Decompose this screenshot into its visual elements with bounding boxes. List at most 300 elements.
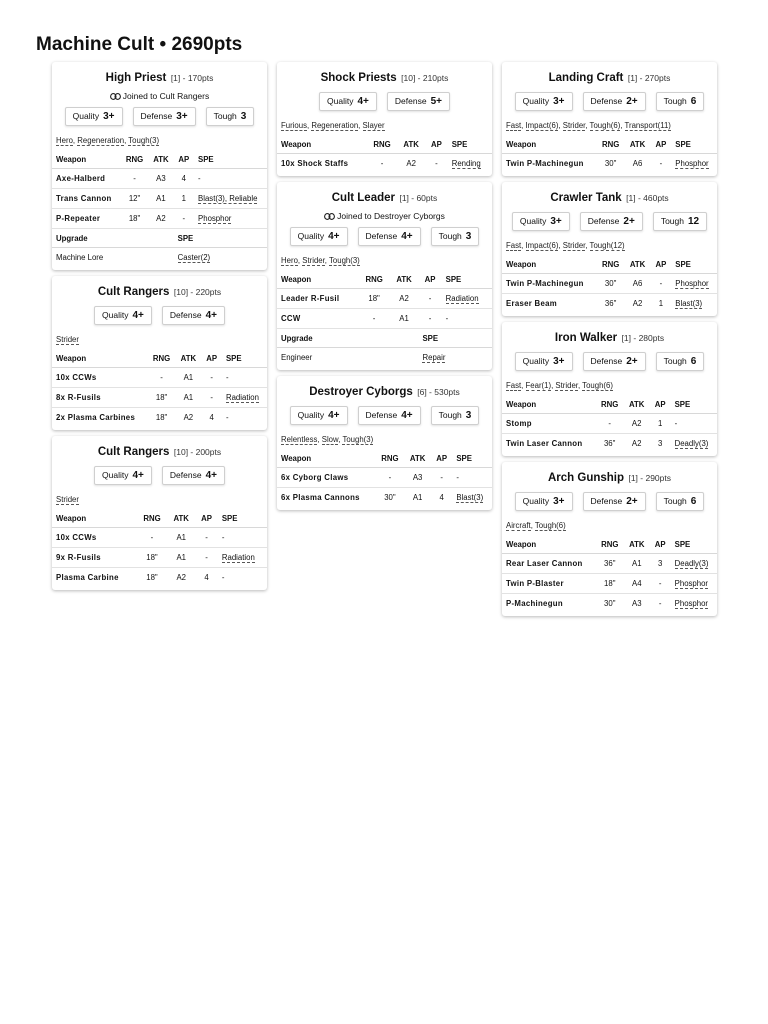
weapon-table: [502, 395, 717, 453]
weapon-row: [52, 169, 267, 189]
weapon-ap: -: [174, 209, 194, 229]
weapon-row: [52, 388, 267, 408]
weapon-name: Stomp: [502, 414, 596, 434]
stat-defense: [583, 92, 646, 111]
stat-value: 2+: [626, 496, 638, 507]
upgrade-name: Engineer: [281, 353, 313, 362]
weapon-rng: -: [359, 309, 390, 329]
rule-item[interactable]: Tough(6): [534, 521, 566, 530]
col-spe: SPE: [671, 395, 717, 414]
weapon-name: CCW: [277, 309, 359, 329]
weapon-atk: A1: [148, 189, 173, 209]
weapon-spe-cell: [442, 309, 492, 329]
stat-quality: [65, 107, 123, 126]
weapon-row: [502, 554, 717, 574]
unit-name: High Priest: [105, 72, 167, 84]
weapon-atk: A1: [176, 368, 202, 388]
rule-item[interactable]: Fast: [506, 241, 522, 250]
col-ap: AP: [418, 270, 441, 289]
unit-cost: [1] - 290pts: [628, 473, 671, 483]
rule-item[interactable]: Hero: [281, 256, 298, 265]
unit-cost: [10] - 210pts: [401, 73, 449, 83]
weapon-atk: A6: [632, 159, 643, 168]
stat-value: 5+: [430, 96, 442, 107]
weapon-row: [277, 488, 492, 508]
stat-value: 2+: [623, 216, 635, 227]
weapon-atk: A2: [176, 573, 186, 582]
rule-item[interactable]: Regeneration: [311, 121, 359, 130]
weapon-spe-cell: [218, 528, 267, 548]
weapon-header-row: [502, 395, 717, 414]
unit-header: [502, 322, 717, 346]
col-ap: AP: [431, 449, 452, 468]
weapon-name: Trans Cannon: [52, 189, 121, 209]
weapon-spe-cell: [671, 294, 717, 314]
weapon-rng: 18": [148, 388, 176, 408]
weapon-spe[interactable]: Phosphor: [674, 579, 709, 588]
col-spe: SPE: [452, 449, 492, 468]
weapon-row: [502, 294, 717, 314]
rule-item[interactable]: Furious: [281, 121, 307, 130]
weapon-ap: 1: [650, 414, 671, 434]
stat-value: 3+: [550, 216, 562, 227]
unit-card: [502, 182, 717, 316]
stat-label: Tough: [438, 231, 462, 241]
weapon-ap: 1: [174, 189, 194, 209]
weapon-atk: A3: [148, 169, 173, 189]
unit-cost: [1] - 280pts: [621, 333, 665, 343]
stat-label: Quality: [519, 216, 547, 226]
col-rng: RNG: [121, 150, 148, 169]
weapon-spe[interactable]: Blast(3): [675, 299, 703, 308]
stat-value: 4+: [132, 470, 144, 481]
stat-value: 6: [690, 496, 697, 507]
rule-item[interactable]: Hero: [56, 136, 73, 145]
weapon-spe: -: [225, 413, 229, 422]
weapon-name: P-Repeater: [52, 209, 121, 229]
col-atk: ATK: [390, 270, 419, 289]
unit-name: Destroyer Cyborgs: [309, 386, 413, 398]
stat-quality: [515, 492, 573, 511]
weapon-row: [502, 594, 717, 614]
weapon-rng: -: [137, 528, 167, 548]
link-icon: [110, 92, 121, 99]
stat-quality: [515, 92, 573, 111]
stat-tough: [653, 212, 707, 231]
joined-text: Joined to Cult Rangers: [122, 91, 210, 101]
stat-label: Tough: [213, 111, 237, 121]
unit-header: [52, 276, 267, 300]
upgrade-name: Machine Lore: [56, 253, 104, 262]
weapon-atk: A2: [631, 439, 642, 448]
rule-item[interactable]: Impact(6): [525, 241, 559, 250]
col-rng: RNG: [367, 135, 397, 154]
weapon-atk: A2: [390, 289, 419, 309]
rule-item[interactable]: Tough(3): [128, 136, 160, 145]
stat-value: 4+: [328, 231, 340, 242]
unit-stats: [58, 107, 261, 126]
stat-label: Quality: [72, 111, 100, 121]
col-rng: RNG: [597, 255, 625, 274]
rule-item[interactable]: Strider: [56, 495, 79, 504]
weapon-row: [52, 548, 267, 568]
stat-quality: [94, 306, 152, 325]
weapon-spe[interactable]: Deadly(3): [674, 439, 709, 448]
weapon-rng: 30": [604, 159, 617, 168]
weapon-name: Rear Laser Cannon: [502, 554, 596, 574]
stat-value: 3+: [176, 111, 188, 122]
weapon-spe[interactable]: Radiation: [225, 393, 259, 402]
weapon-spe[interactable]: Phosphor: [675, 159, 709, 168]
weapon-atk: A1: [624, 554, 650, 574]
col-weapon: Weapon: [277, 270, 359, 289]
weapon-atk: A1: [176, 388, 202, 408]
weapon-rng: -: [376, 468, 405, 488]
weapon-rng: 30": [597, 274, 625, 294]
col-weapon: Weapon: [277, 449, 376, 468]
unit-stats: [508, 212, 711, 231]
upgrade-spe[interactable]: Repair: [422, 353, 446, 362]
stat-tough: [656, 492, 705, 511]
col-upgrade: Upgrade: [52, 229, 174, 248]
stat-label: Quality: [297, 410, 325, 420]
joined-note: [277, 211, 492, 221]
rule-item[interactable]: Strider: [302, 256, 325, 265]
weapon-spe-cell: [194, 209, 267, 229]
rule-item[interactable]: Tough(12): [589, 241, 625, 250]
stat-label: Tough: [663, 496, 687, 506]
weapon-spe: -: [445, 314, 449, 323]
stat-label: Quality: [297, 231, 325, 241]
weapon-table: [502, 535, 717, 613]
stat-label: Tough: [438, 410, 462, 420]
unit-header: [52, 62, 267, 86]
unit-name: Iron Walker: [554, 332, 618, 344]
rule-item[interactable]: Regeneration: [77, 136, 125, 145]
weapon-name: Twin P-Machinegun: [502, 274, 597, 294]
weapon-rng: -: [121, 169, 148, 189]
stat-value: 6: [690, 96, 697, 107]
weapon-header-row: [277, 449, 492, 468]
weapon-name: Twin P-Blaster: [502, 574, 596, 594]
weapon-rng: -: [596, 414, 624, 434]
weapon-spe-cell: [671, 594, 717, 614]
rule-item[interactable]: Fast: [506, 381, 522, 390]
weapon-spe-cell: [222, 388, 267, 408]
unit-card: [277, 62, 492, 176]
weapon-table: [277, 449, 492, 507]
page-title: Machine Cult • 2690pts: [36, 34, 243, 55]
rule-item[interactable]: Slow: [321, 435, 339, 444]
weapon-spe: -: [456, 473, 459, 482]
weapon-name: 8x R-Fusils: [52, 388, 148, 408]
weapon-atk: A2: [183, 413, 194, 422]
weapon-spe[interactable]: Phosphor: [674, 599, 709, 608]
unit-name: Crawler Tank: [550, 192, 622, 204]
col-atk: ATK: [167, 509, 195, 528]
col-spe: SPE: [194, 150, 267, 169]
weapon-spe-cell: [671, 554, 717, 574]
unit-header: [52, 436, 267, 460]
unit-stats: [508, 92, 711, 111]
weapon-atk: A1: [390, 309, 419, 329]
stat-tough: [431, 227, 480, 246]
unit-stats: [508, 352, 711, 371]
stat-defense: [583, 492, 646, 511]
rule-item[interactable]: Tough(6): [582, 381, 613, 390]
weapon-ap: -: [435, 159, 438, 168]
stat-defense: [583, 352, 646, 371]
unit-cost: [10] - 200pts: [173, 447, 222, 457]
unit-header: [502, 62, 717, 86]
rule-item[interactable]: Slayer: [362, 121, 385, 130]
rule-item[interactable]: Relentless: [281, 435, 318, 444]
unit-name: Arch Gunship: [547, 472, 625, 484]
weapon-row: [502, 154, 717, 174]
special-rules: [52, 495, 267, 504]
unit-stats: [58, 466, 261, 485]
unit-header: [277, 376, 492, 400]
weapon-atk: A2: [624, 414, 650, 434]
weapon-row: [277, 309, 492, 329]
weapon-rng: 18": [137, 548, 167, 568]
rule-item[interactable]: Transport(11): [624, 121, 671, 130]
stat-value: 3+: [553, 356, 565, 367]
weapon-name: 10x CCWs: [52, 528, 137, 548]
stat-value: 12: [688, 216, 700, 227]
weapon-atk: A2: [406, 159, 416, 168]
weapon-spe[interactable]: Radiation: [221, 553, 255, 562]
col-spe: SPE: [671, 135, 717, 154]
weapon-row: [52, 568, 267, 588]
col-atk: ATK: [625, 135, 651, 154]
rule-item[interactable]: Fear(1): [525, 381, 552, 390]
stat-value: 2+: [626, 356, 638, 367]
weapon-spe[interactable]: Deadly(3): [674, 559, 709, 568]
weapon-ap: -: [650, 574, 671, 594]
stat-defense: [133, 107, 196, 126]
unit-stats: [283, 406, 486, 425]
column-1: [52, 62, 267, 596]
weapon-name: Eraser Beam: [506, 299, 557, 308]
weapon-ap: 1: [658, 299, 664, 308]
stat-label: Tough: [660, 216, 684, 226]
col-weapon: Weapon: [277, 135, 367, 154]
weapon-row: [277, 468, 492, 488]
weapon-spe-cell: [671, 274, 717, 294]
stat-value: 3+: [553, 96, 565, 107]
col-ap: AP: [201, 349, 222, 368]
col-weapon: Weapon: [502, 135, 597, 154]
weapon-row: [52, 408, 267, 428]
weapon-row: [502, 414, 717, 434]
weapon-table: [502, 135, 717, 173]
weapon-table: [277, 270, 492, 367]
weapon-spe[interactable]: Radiation: [445, 294, 479, 303]
weapon-row: [52, 209, 267, 229]
rule-item[interactable]: Strider: [555, 381, 578, 390]
weapon-spe[interactable]: Phosphor: [675, 279, 709, 288]
weapon-atk: A1: [167, 528, 195, 548]
col-rng: RNG: [376, 449, 405, 468]
weapon-ap: 4: [174, 169, 194, 189]
unit-header: [277, 62, 492, 86]
upgrade-spe[interactable]: Caster(2): [177, 253, 211, 262]
stat-tough: [656, 352, 705, 371]
weapon-rng: -: [148, 368, 176, 388]
rule-item[interactable]: Aircraft: [506, 521, 531, 530]
weapon-name: 2x Plasma Carbines: [56, 413, 136, 422]
rule-item[interactable]: Impact(6): [525, 121, 559, 130]
weapon-ap: -: [201, 368, 222, 388]
link-icon: [324, 212, 335, 219]
stat-defense: [358, 227, 421, 246]
weapon-rng: -: [380, 159, 384, 168]
unit-cost: [1] - 270pts: [627, 73, 671, 83]
special-rules: Fast, Impact(6), Strider, Tough(6), Transport(11): [506, 121, 671, 130]
stat-quality: [512, 212, 570, 231]
col-spe: SPE: [442, 270, 492, 289]
weapon-spe-cell: [671, 414, 717, 434]
weapon-spe[interactable]: Blast(3): [456, 493, 484, 502]
weapon-row: [502, 574, 717, 594]
joined-note: [52, 91, 267, 101]
unit-name: Landing Craft: [548, 72, 624, 84]
weapon-spe-cell: [452, 468, 492, 488]
weapon-name: 6x Cyborg Claws: [277, 468, 376, 488]
stat-label: Tough: [663, 356, 687, 366]
col-atk: ATK: [625, 255, 651, 274]
unit-name: Shock Priests: [320, 72, 397, 84]
col-atk: ATK: [397, 135, 425, 154]
stat-label: Defense: [590, 496, 623, 506]
unit-stats: [508, 492, 711, 511]
weapon-name: Twin Laser Cannon: [506, 439, 583, 448]
special-rules: Hero, Regeneration, Tough(3): [56, 136, 160, 145]
stat-label: Quality: [102, 310, 129, 320]
unit-card: [277, 376, 492, 510]
unit-header: [502, 182, 717, 206]
stat-value: 4+: [401, 410, 413, 421]
weapon-name: P-Machinegun: [506, 599, 563, 608]
unit-cost: [1] - 170pts: [170, 73, 214, 83]
stat-value: 3: [240, 111, 247, 122]
weapon-spe-cell: [222, 408, 267, 428]
stat-value: 3+: [103, 111, 115, 122]
weapon-spe-cell: [218, 548, 267, 568]
rule-item[interactable]: Strider: [562, 121, 586, 130]
weapon-rng: 30": [384, 493, 396, 502]
weapon-atk: A1: [412, 493, 423, 502]
weapon-header-row: [502, 535, 717, 554]
weapon-rng: 36": [596, 554, 624, 574]
weapon-spe-cell: [448, 154, 492, 174]
weapon-rng: 12": [121, 189, 148, 209]
weapon-spe-cell: [671, 154, 717, 174]
unit-cost: [1] - 460pts: [626, 193, 669, 203]
weapon-name: Leader R-Fusil: [277, 289, 359, 309]
stat-label: Defense: [140, 111, 173, 121]
rule-item[interactable]: Fast: [506, 121, 522, 130]
weapon-rng: 18": [121, 209, 148, 229]
weapon-spe: -: [674, 419, 678, 428]
col-rng: RNG: [359, 270, 390, 289]
weapon-row: [502, 274, 717, 294]
col-atk: ATK: [148, 150, 173, 169]
stat-quality: [319, 92, 377, 111]
weapon-spe[interactable]: Blast(3), Reliable: [198, 194, 258, 203]
unit-card: [277, 182, 492, 370]
unit-stats: [283, 227, 486, 246]
unit-card: [52, 276, 267, 430]
stat-defense: [162, 466, 225, 485]
weapon-rng: 18": [596, 574, 624, 594]
weapon-header-row: [52, 150, 267, 169]
weapon-row: [502, 434, 717, 454]
special-rules: Relentless, Slow, Tough(3): [281, 435, 374, 444]
weapon-name: Twin P-Machinegun: [506, 159, 584, 168]
weapon-ap: -: [650, 274, 671, 294]
rule-item[interactable]: Strider: [56, 335, 79, 344]
rule-item[interactable]: Strider: [562, 241, 586, 250]
unit-name: Cult Leader: [331, 192, 395, 204]
stat-defense: [580, 212, 643, 231]
stat-tough: [206, 107, 255, 126]
unit-card: [502, 322, 717, 456]
weapon-name: 6x Plasma Cannons: [281, 493, 360, 502]
weapon-ap: -: [418, 309, 441, 329]
unit-cost: [1] - 60pts: [399, 193, 438, 203]
weapon-spe: -: [221, 573, 225, 582]
special-rules: [52, 335, 267, 344]
weapon-table: [277, 135, 492, 173]
weapon-table: [52, 150, 267, 267]
stat-label: Defense: [590, 356, 623, 366]
col-weapon: Weapon: [502, 255, 597, 274]
column-2: [277, 62, 492, 516]
weapon-rng: 18": [359, 289, 390, 309]
weapon-name: Plasma Carbine: [56, 573, 119, 582]
rule-item[interactable]: Tough(3): [342, 435, 374, 444]
weapon-spe[interactable]: Rending: [451, 159, 481, 168]
col-spe: SPE: [222, 349, 267, 368]
weapon-rng: 18": [146, 573, 158, 582]
weapon-header-row: [277, 135, 492, 154]
col-weapon: Weapon: [52, 509, 137, 528]
weapon-rng: 36": [603, 439, 616, 448]
weapon-table: [52, 509, 267, 587]
special-rules: Fast, Impact(6), Strider, Tough(12): [506, 241, 625, 250]
stat-value: 4+: [328, 410, 340, 421]
stat-label: Defense: [394, 96, 427, 106]
weapon-spe[interactable]: Phosphor: [198, 214, 232, 223]
rule-item[interactable]: Tough(6): [589, 121, 621, 130]
stat-value: 3: [465, 410, 472, 421]
weapon-header-row: [277, 270, 492, 289]
weapon-atk: A1: [167, 548, 195, 568]
weapon-ap: 3: [657, 439, 663, 448]
stat-label: Tough: [663, 96, 687, 106]
col-ap: AP: [425, 135, 448, 154]
stat-value: 4+: [205, 470, 217, 481]
weapon-rng: 18": [155, 413, 168, 422]
stat-value: 2+: [626, 96, 638, 107]
col-atk: ATK: [624, 535, 650, 554]
weapon-atk: A3: [404, 468, 431, 488]
rule-item[interactable]: Tough(3): [329, 256, 360, 265]
weapon-ap: 3: [650, 554, 671, 574]
col-spe: SPE: [218, 509, 267, 528]
